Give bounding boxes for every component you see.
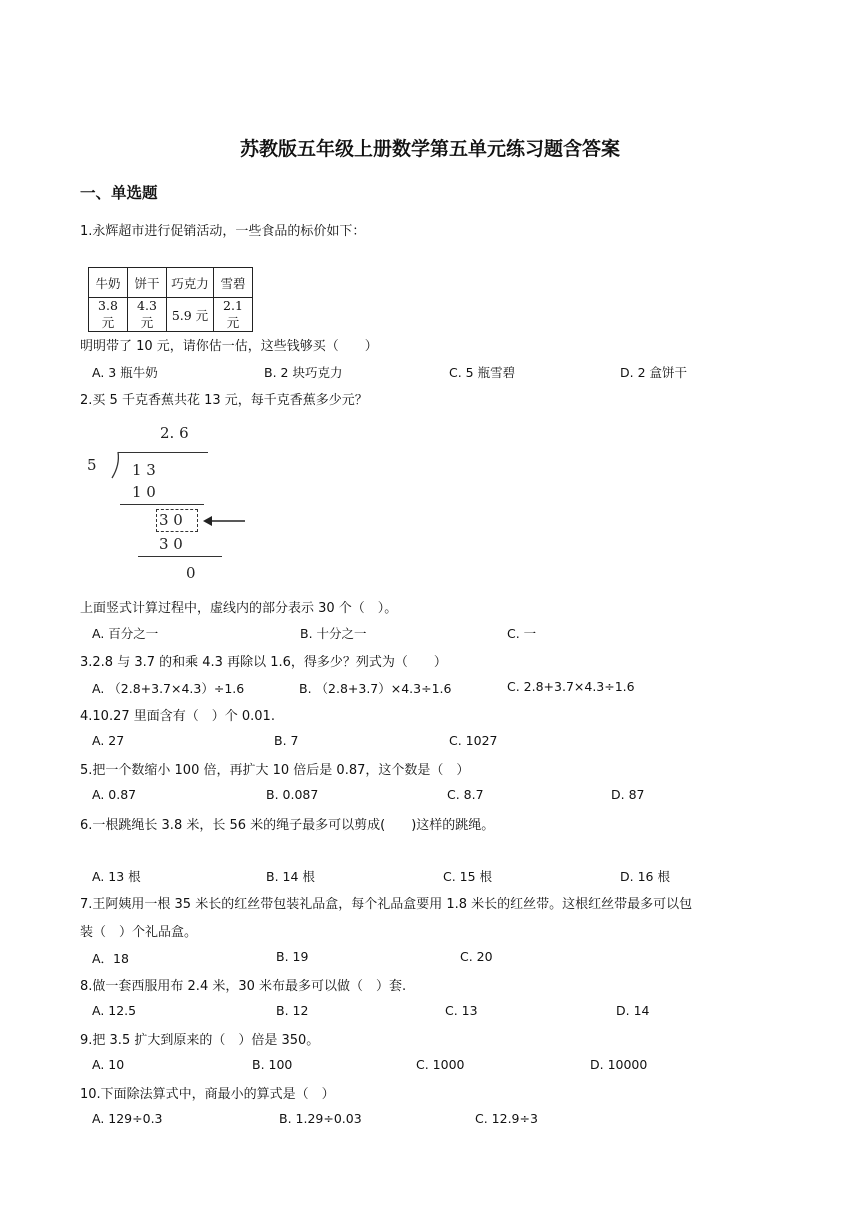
remainder: 0 [186, 564, 196, 582]
option-b[interactable]: B. 19 [276, 949, 309, 964]
option-a[interactable]: A. 12.5 [92, 1003, 137, 1018]
question-2-prompt: 上面竖式计算过程中，虚线内的部分表示 30 个（ ）。 [80, 601, 398, 616]
question-10-stem: 10.下面除法算式中，商最小的算式是（ ） [80, 1087, 335, 1102]
question-5-stem: 5.把一个数缩小 100 倍，再扩大 10 倍后是 0.87，这个数是（ ） [80, 763, 470, 778]
question-1-stem: 1.永辉超市进行促销活动，一些食品的标价如下： [80, 224, 366, 239]
question-9-stem: 9.把 3.5 扩大到原来的（ ）倍是 350。 [80, 1033, 320, 1048]
option-b[interactable]: B. 十分之一 [300, 626, 367, 641]
question-7-stem-line-2: 装（ ）个礼品盒。 [80, 925, 198, 940]
subtraction-row: 3 0 [159, 535, 183, 553]
question-4-stem: 4.10.27 里面含有（ ）个 0.01. [80, 709, 275, 724]
subtraction-row: 1 0 [132, 483, 156, 501]
option-d[interactable]: D. 14 [616, 1003, 650, 1018]
page-title: 苏教版五年级上册数学第五单元练习题含答案 [239, 138, 620, 160]
section-heading: 一、单选题 [80, 184, 158, 202]
option-c[interactable]: C. 12.9÷3 [475, 1111, 538, 1126]
boxed-number: 3 0 [159, 511, 183, 529]
price-table-header-row [89, 268, 253, 298]
price-table [88, 267, 253, 332]
option-a[interactable]: A. （2.8+3.7×4.3）÷1.6 [92, 681, 245, 696]
option-a[interactable]: A. 0.87 [92, 787, 137, 802]
option-a[interactable]: A. 百分之一 [92, 626, 159, 641]
option-c[interactable]: C. 8.7 [447, 787, 484, 802]
option-b[interactable]: B. 100 [252, 1057, 293, 1072]
option-b[interactable]: B. 14 根 [266, 869, 315, 884]
question-1-prompt: 明明带了 10 元，请你估一估，这些钱够买（ ） [80, 339, 378, 354]
option-b[interactable]: B. 7 [274, 733, 299, 748]
table-cell: 5.9 元 [167, 298, 214, 332]
option-a[interactable]: A. 129÷0.3 [92, 1111, 163, 1126]
option-c[interactable]: C. 13 [445, 1003, 478, 1018]
table-cell: 2.1 元 [214, 298, 253, 332]
option-b[interactable]: B. （2.8+3.7）×4.3÷1.6 [299, 681, 452, 696]
arrow-left-icon [202, 513, 246, 529]
option-c[interactable]: C. 20 [460, 949, 493, 964]
price-table-price-row [89, 298, 253, 332]
table-cell: 饼干 [128, 268, 167, 298]
option-a[interactable]: A. 3 瓶牛奶 [92, 365, 158, 380]
question-8-stem: 8.做一套西服用布 2.4 米，30 米布最多可以做（ ）套. [80, 979, 407, 994]
option-b[interactable]: B. 12 [276, 1003, 309, 1018]
option-d[interactable]: D. 2 盒饼干 [620, 365, 687, 380]
table-cell: 牛奶 [89, 268, 128, 298]
table-cell: 4.3 元 [128, 298, 167, 332]
division-bracket [110, 451, 124, 479]
option-c[interactable]: C. 5 瓶雪碧 [449, 365, 516, 380]
question-2-stem: 2.买 5 千克香蕉共花 13 元，每千克香蕉多少元？ [80, 393, 368, 408]
option-c[interactable]: C. 15 根 [443, 869, 493, 884]
question-3-stem: 3.2.8 与 3.7 的和乘 4.3 再除以 1.6，得多少？列式为（ ） [80, 655, 447, 670]
option-d[interactable]: D. 16 根 [620, 869, 670, 884]
option-c[interactable]: C. 一 [507, 626, 537, 641]
quotient: 2. 6 [160, 424, 189, 442]
option-a[interactable]: A. 27 [92, 733, 125, 748]
divider-line [120, 504, 204, 505]
option-b[interactable]: B. 1.29÷0.03 [279, 1111, 362, 1126]
option-b[interactable]: B. 2 块巧克力 [264, 365, 343, 380]
option-c[interactable]: C. 1027 [449, 733, 498, 748]
option-c[interactable]: C. 2.8+3.7×4.3÷1.6 [507, 679, 635, 694]
dividend: 1 3 [132, 461, 156, 479]
division-bar [118, 452, 208, 453]
option-d[interactable]: D. 10000 [590, 1057, 648, 1072]
table-cell: 雪碧 [214, 268, 253, 298]
option-a[interactable]: A. 10 [92, 1057, 125, 1072]
option-a[interactable]: A. 13 根 [92, 869, 141, 884]
divisor: 5 [87, 456, 97, 474]
question-6-stem: 6.一根跳绳长 3.8 米，长 56 米的绳子最多可以剪成( )这样的跳绳。 [80, 818, 495, 833]
divider-line [138, 556, 222, 557]
table-cell: 3.8 元 [89, 298, 128, 332]
table-cell: 巧克力 [167, 268, 214, 298]
option-d[interactable]: D. 87 [611, 787, 645, 802]
option-b[interactable]: B. 0.087 [266, 787, 319, 802]
question-7-stem-line-1: 7.王阿姨用一根 35 米长的红丝带包装礼品盒，每个礼品盒要用 1.8 米长的红丝带。这根红丝带最多可以包 [80, 897, 693, 912]
option-a[interactable]: A．18 [92, 951, 129, 966]
option-c[interactable]: C. 1000 [416, 1057, 465, 1072]
